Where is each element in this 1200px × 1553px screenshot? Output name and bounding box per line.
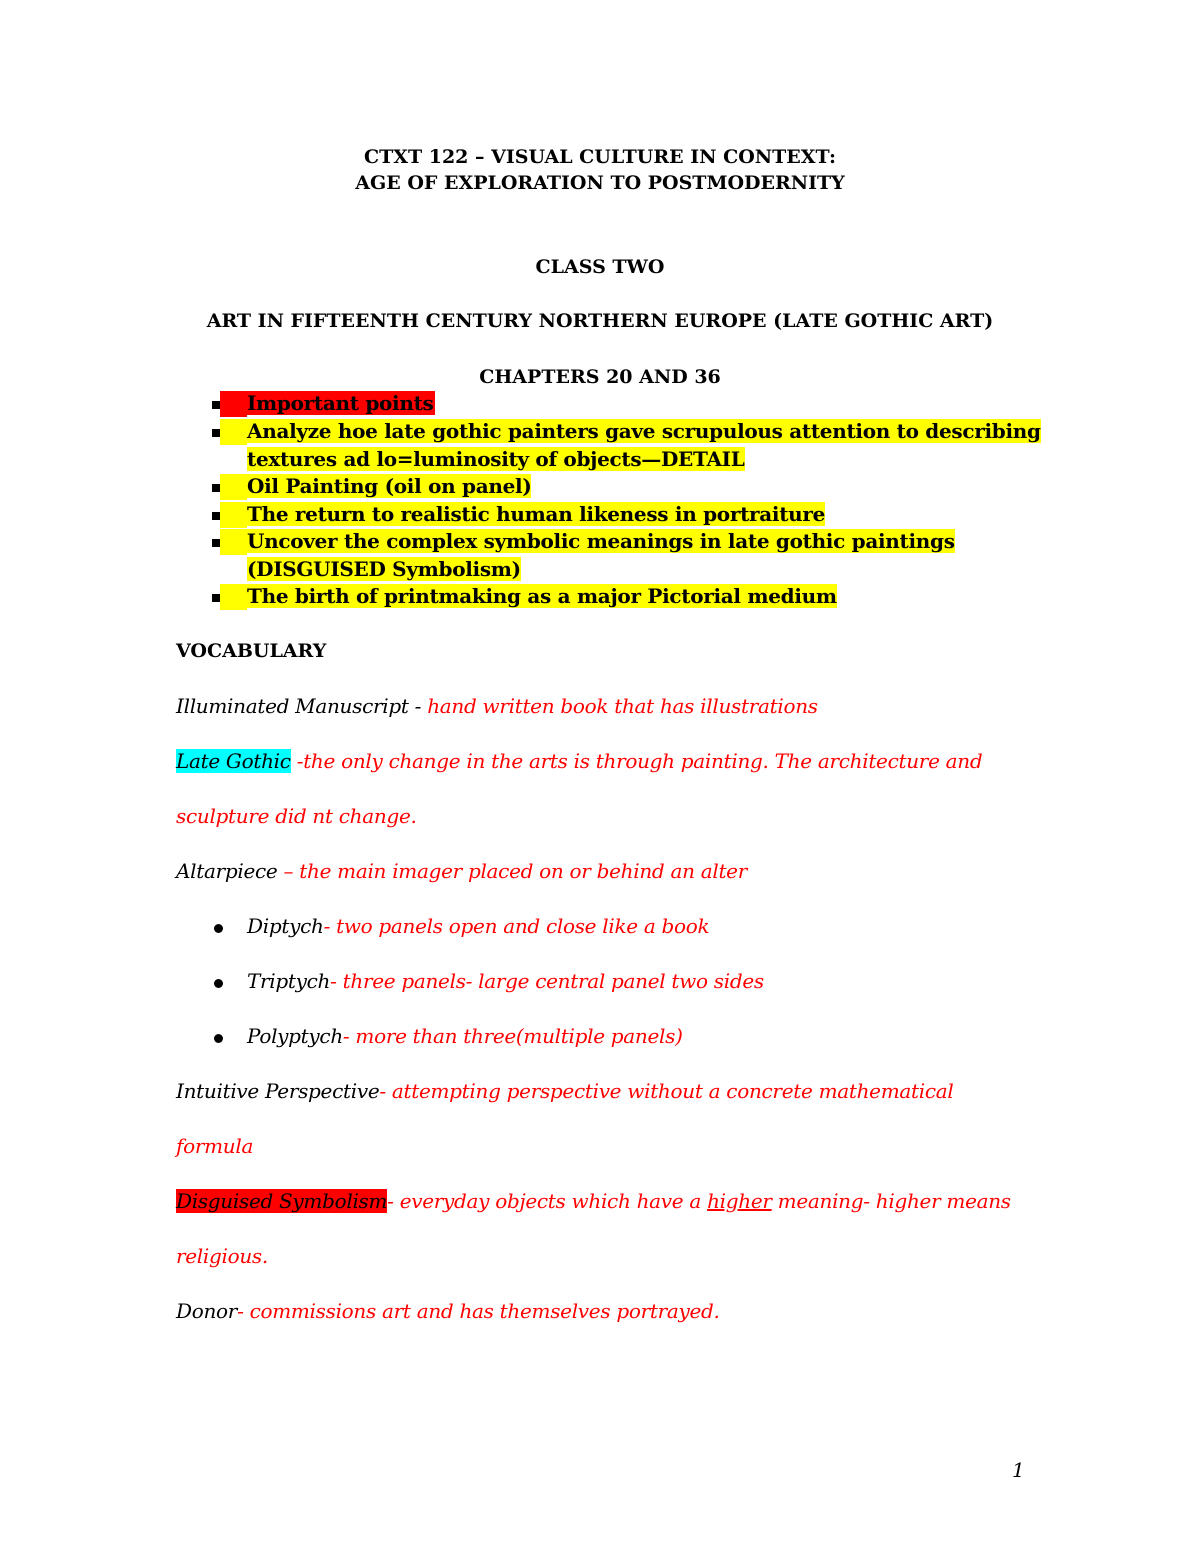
point-symbolic-cont: (DISGUISED Symbolism) bbox=[247, 557, 521, 581]
point-printmaking: The birth of printmaking as a major Pictorial medium bbox=[247, 584, 837, 608]
vocab-separator: - bbox=[408, 694, 428, 718]
vocab-term: Diptych bbox=[247, 914, 324, 938]
vocab-term: Disguised Symbolism bbox=[176, 1189, 388, 1213]
vocab-definition: everyday objects which have a bbox=[399, 1189, 708, 1213]
vocab-intuitive-perspective bbox=[176, 1079, 953, 1103]
point-symbolic: Uncover the complex symbolic meanings in late gothic paintings bbox=[247, 529, 955, 553]
vocab-separator: - bbox=[323, 914, 337, 938]
vocab-illuminated-manuscript bbox=[176, 694, 818, 718]
vocab-term: Intuitive Perspective bbox=[176, 1079, 380, 1103]
vocab-definition: commissions art and has themselves portrayed. bbox=[249, 1299, 720, 1323]
vocab-definition: the only change in the arts is through painting. The architecture and bbox=[303, 749, 983, 773]
vocab-definition: two panels open and close like a book bbox=[336, 914, 710, 938]
yellow-highlight-fill bbox=[220, 584, 247, 610]
vocab-polyptych bbox=[247, 1024, 683, 1048]
vocab-diptych bbox=[247, 914, 709, 938]
topic-heading: ART IN FIFTEENTH CENTURY NORTHERN EUROPE (LATE GOTHIC ART) bbox=[206, 310, 994, 332]
vocab-separator: - bbox=[387, 1189, 400, 1213]
vocab-disguised-symbolism bbox=[176, 1189, 1011, 1213]
bullet-dot bbox=[214, 924, 223, 933]
class-heading: CLASS TWO bbox=[535, 256, 665, 278]
vocab-term: Altarpiece bbox=[176, 859, 278, 883]
course-subtitle: AGE OF EXPLORATION TO POSTMODERNITY bbox=[355, 172, 845, 194]
yellow-highlight-fill bbox=[220, 419, 247, 445]
bullet-square bbox=[212, 594, 220, 602]
bullet-dot bbox=[214, 1034, 223, 1043]
course-title: CTXT 122 – VISUAL CULTURE IN CONTEXT: bbox=[363, 146, 837, 168]
vocab-term: Polyptych bbox=[247, 1024, 343, 1048]
point-portraiture: The return to realistic human likeness in portraiture bbox=[247, 502, 826, 526]
yellow-highlight-fill bbox=[220, 474, 247, 500]
bullet-dot bbox=[214, 979, 223, 988]
vocab-term: Donor bbox=[176, 1299, 238, 1323]
chapters-heading: CHAPTERS 20 AND 36 bbox=[479, 366, 721, 388]
bullet-square bbox=[212, 512, 220, 520]
vocab-term: Illuminated Manuscript bbox=[176, 694, 409, 718]
bullet-square bbox=[212, 401, 220, 409]
vocab-triptych bbox=[247, 969, 764, 993]
vocab-altarpiece bbox=[176, 859, 747, 883]
vocab-definition: the main imager placed on or behind an alter bbox=[299, 859, 747, 883]
point-analyze-cont: textures ad lo=luminosity of objects—DETAIL bbox=[247, 447, 745, 471]
vocab-term: Late Gothic bbox=[176, 749, 291, 773]
bullet-square bbox=[212, 429, 220, 437]
page-number: 1 bbox=[1012, 1458, 1025, 1482]
important-points-label: Important points bbox=[247, 391, 434, 415]
vocab-definition-underlined: higher bbox=[707, 1189, 772, 1213]
vocab-separator: - bbox=[330, 969, 343, 993]
vocab-term: Triptych bbox=[247, 969, 331, 993]
vocab-late-gothic-cont: sculpture did nt change. bbox=[176, 804, 417, 828]
point-oil-painting: Oil Painting (oil on panel) bbox=[247, 474, 532, 498]
vocabulary-heading: VOCABULARY bbox=[176, 640, 327, 662]
bullet-square bbox=[212, 484, 220, 492]
vocab-donor bbox=[176, 1299, 720, 1323]
vocab-late-gothic bbox=[176, 749, 982, 773]
vocab-separator: – bbox=[277, 859, 300, 883]
point-analyze: Analyze hoe late gothic painters gave scrupulous attention to describing bbox=[247, 419, 1041, 443]
vocab-definition: more than three(multiple panels) bbox=[355, 1024, 683, 1048]
bullet-square bbox=[212, 539, 220, 547]
vocab-definition: meaning- higher means bbox=[771, 1189, 1011, 1213]
yellow-highlight-fill bbox=[220, 502, 247, 528]
vocab-separator: - bbox=[290, 749, 304, 773]
vocab-definition: hand written book that has illustrations bbox=[427, 694, 818, 718]
yellow-highlight-fill bbox=[220, 529, 247, 555]
vocab-definition: attempting perspective without a concrete mathematical bbox=[391, 1079, 954, 1103]
vocab-intuitive-perspective-cont: formula bbox=[176, 1134, 254, 1158]
vocab-separator: - bbox=[237, 1299, 250, 1323]
vocab-separator: - bbox=[342, 1024, 356, 1048]
vocab-separator: - bbox=[379, 1079, 392, 1103]
vocab-disguised-symbolism-cont: religious. bbox=[176, 1244, 268, 1268]
red-highlight-fill bbox=[220, 391, 247, 417]
vocab-definition: three panels- large central panel two sides bbox=[342, 969, 764, 993]
